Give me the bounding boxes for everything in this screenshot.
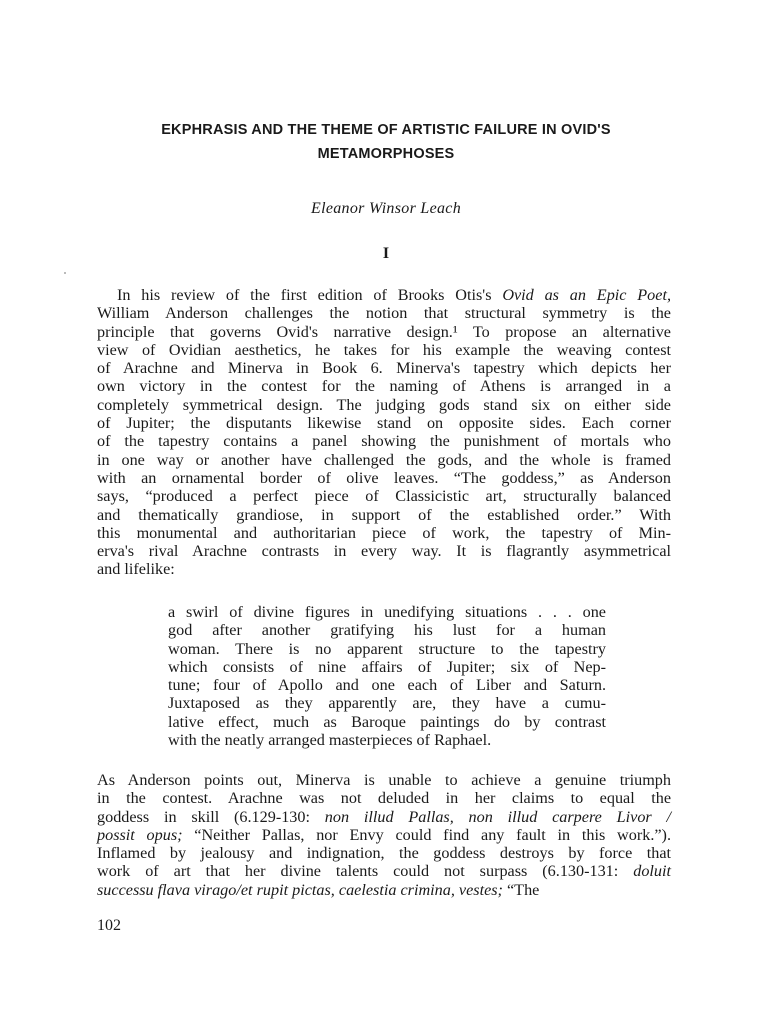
text: work of art that her divine talents could not surpass (6.130-131: — [97, 862, 634, 881]
text: in the contest. Arachne was not deluded in her claims to equal the — [97, 789, 671, 808]
text: says, “produced a perfect piece of Classicistic art, structurally balanced — [97, 487, 671, 506]
paragraph-1-line — [97, 377, 671, 395]
article-title-line-1: EKPHRASIS AND THE THEME OF ARTISTIC FAILURE IN OVID'S — [161, 122, 611, 138]
text: completely symmetrical design. The judging gods stand six on either side — [97, 395, 671, 414]
section-number: I — [382, 245, 390, 262]
italic-text: possit opus; — [97, 825, 183, 844]
paragraph-1-line — [97, 487, 671, 505]
paragraph-1-line — [97, 286, 671, 304]
text: In his review of the first edition of Brooks Otis's — [117, 286, 503, 304]
text: own victory in the contest for the naming of Athens is arranged in a — [97, 377, 671, 396]
text: of Arachne and Minerva in Book 6. Minerva's tapestry which depicts her — [97, 359, 671, 378]
paragraph-1-line — [97, 469, 671, 487]
paragraph-1-line — [97, 359, 671, 377]
text: this monumental and authoritarian piece of work, the tapestry of Min- — [97, 523, 671, 542]
block-quote-line: god after another gratifying his lust for a human — [168, 621, 606, 640]
text: “Neither Pallas, nor Envy could find any fault in this work.”). — [182, 825, 671, 844]
block-quote-line: tune; four of Apollo and one each of Liber and Saturn. — [168, 676, 606, 695]
text: “The — [502, 880, 540, 899]
italic-text: doluit — [633, 862, 671, 881]
text: As Anderson points out, Minerva is unable to achieve a genuine triumph — [97, 771, 671, 789]
paragraph-1-line — [97, 542, 671, 560]
paragraph-1-line — [97, 506, 671, 524]
paragraph-1 — [97, 286, 671, 579]
article-title-line-2: METAMORPHOSES — [317, 146, 455, 162]
author-name: Eleanor Winsor Leach — [311, 200, 461, 217]
paragraph-1-line — [97, 432, 671, 450]
block-quote-line: lative effect, much as Baroque paintings do by contrast — [168, 712, 606, 731]
paragraph-1-line — [97, 524, 671, 542]
text: in one way or another have challenged the gods, and the whole is framed — [97, 450, 671, 469]
paragraph-1-line — [97, 323, 671, 341]
text: William Anderson challenges the notion that structural symmetry is the — [97, 304, 671, 323]
paragraph-1-line — [97, 414, 671, 432]
paragraph-1-line — [97, 560, 671, 578]
text: of the tapestry contains a panel showing the punishment of mortals who — [97, 432, 671, 451]
article-title — [96, 118, 676, 166]
paragraph-2-line — [97, 862, 671, 880]
paragraph-1-line — [97, 304, 671, 322]
text: Inflamed by jealousy and indignation, the goddess destroys by force that — [97, 844, 671, 863]
text: and lifelike: — [97, 560, 175, 579]
italic-text: successu flava virago/et rupit pictas, caelestia crimina, vestes; — [97, 880, 503, 899]
paragraph-2 — [97, 771, 671, 899]
block-quote — [168, 603, 606, 749]
text: with an ornamental border of olive leaves. “The goddess,” as Anderson — [97, 468, 671, 487]
italic-text: non illud Pallas, non illud carpere Livor / — [324, 807, 671, 826]
page-number: 102 — [97, 917, 121, 934]
text: of Jupiter; the disputants likewise stand on opposite sides. Each corner — [97, 414, 671, 433]
text: principle that governs Ovid's narrative design.¹ To propose an alternative — [97, 322, 671, 341]
paragraph-2-line — [97, 844, 671, 862]
paragraph-2-line — [97, 826, 671, 844]
text: and thematically grandiose, in support of the established order.” With — [97, 505, 671, 524]
paragraph-1-line — [97, 396, 671, 414]
paragraph-2-line — [97, 771, 671, 789]
paragraph-1-line — [97, 341, 671, 359]
text: goddess in skill (6.129-130: — [97, 807, 325, 826]
paragraph-2-line — [97, 808, 671, 826]
block-quote-line: woman. There is no apparent structure to the tapestry — [168, 639, 606, 658]
paragraph-2-line — [97, 881, 671, 899]
scan-speck — [64, 272, 66, 274]
text: view of Ovidian aesthetics, he takes for his example the weaving contest — [97, 340, 671, 359]
block-quote-line: a swirl of divine figures in unedifying situations . . . one — [168, 603, 606, 621]
block-quote-line: Juxtaposed as they apparently are, they have a cumu- — [168, 694, 606, 713]
paragraph-1-line — [97, 451, 671, 469]
italic-text: Ovid as an Epic Poet, — [502, 286, 671, 304]
text: erva's rival Arachne contrasts in every way. It is flagrantly asymmetrical — [97, 542, 671, 561]
block-quote-line: with the neatly arranged masterpieces of Raphael. — [168, 731, 492, 750]
paragraph-2-line — [97, 789, 671, 807]
block-quote-line: which consists of nine affairs of Jupiter; six of Nep- — [168, 657, 606, 676]
